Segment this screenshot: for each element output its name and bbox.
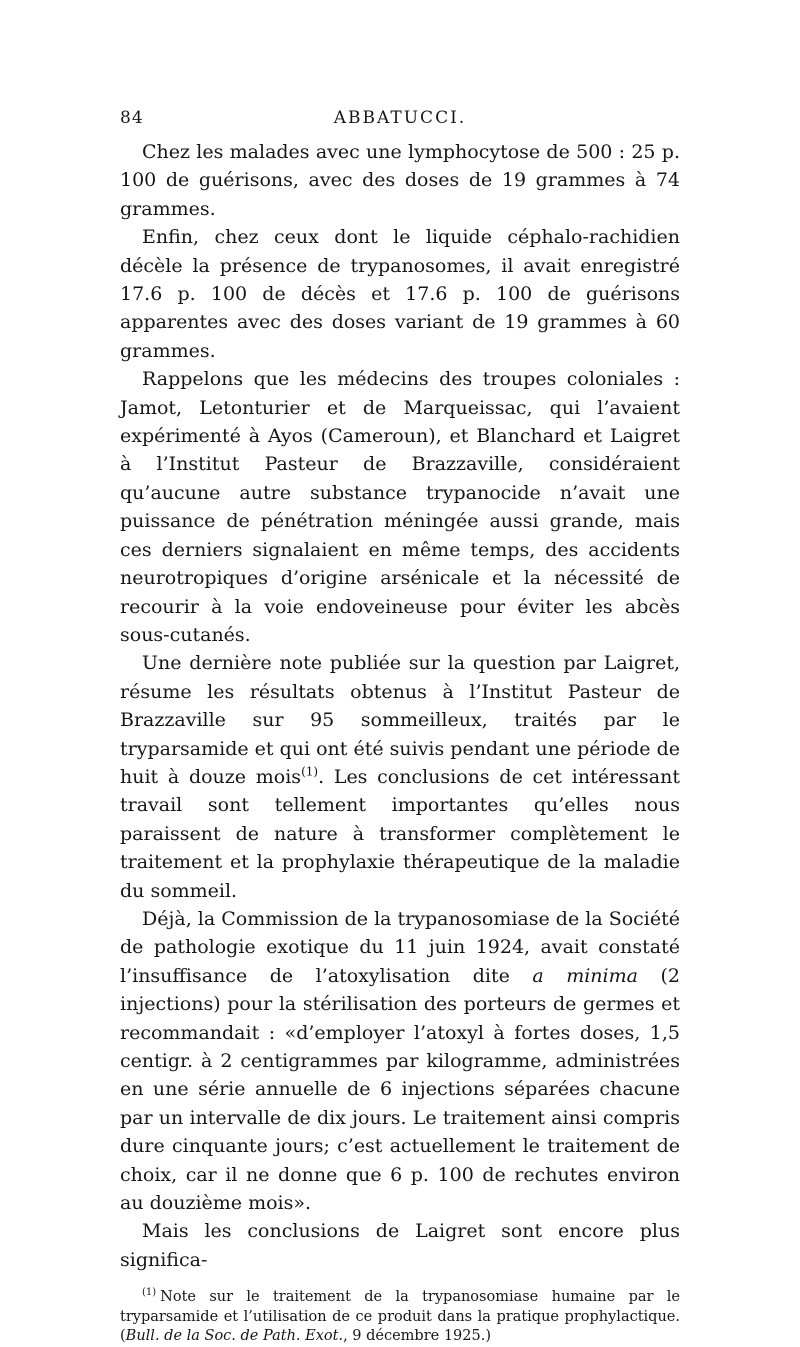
footnote-marker: (1) (142, 1287, 157, 1299)
paragraph-text: Déjà, la Commission de la trypanosomiase de la Société de pathologie exotique du 11 juin 1924, avait constaté l’insuffisance de l’atoxylisation dite (120, 907, 680, 987)
paragraph (120, 649, 680, 905)
page-number: 84 (120, 108, 144, 128)
footnote (120, 1288, 680, 1347)
page (120, 108, 680, 1347)
running-head (120, 108, 680, 138)
paragraph: Rappelons que les médecins des troupes coloniales : Jamot, Letonturier et de Marqueissac, qui l’avaient expérimenté à Ayos (Cameroun), et Blanchard et Laigret à l’Institut Pasteur de Brazzaville, considéraient qu’aucune autre substance trypanocide n’avait une puissance de pénétration méningée aussi grande, mais ces derniers signalaient en même temps, des accidents neurotropiques d’origine arsénicale et la nécessité de recourir à la voie endoveineuse pour éviter les abcès sous-cutanés. (120, 368, 680, 646)
footnotes (120, 1288, 680, 1347)
paragraph: Mais les conclusions de Laigret sont encore plus significa- (120, 1220, 680, 1271)
footnote-reference: (1) (301, 764, 319, 779)
paragraph-text: Une dernière note publiée sur la question par Laigret, résume les résultats obtenus à l’Institut Pasteur de Brazzaville sur 95 sommeilleux, traités par le tryparsamide et qui ont été suivis pendant une période de huit à douze mois (120, 652, 680, 788)
paragraph: Chez les malades avec une lymphocytose de 500 : 25 p. 100 de guérisons, avec des doses de 19 grammes à 74 grammes. (120, 141, 680, 220)
footnote-citation: Bull. de la Soc. de Path. Exot. (125, 1328, 344, 1345)
paragraph: Enfin, chez ceux dont le liquide céphalo-rachidien décèle la présence de trypanosomes, il avait enregistré 17.6 p. 100 de décès et 17.6 p. 100 de guérisons apparentes avec des doses variant de 19 grammes à 60 grammes. (120, 226, 680, 362)
italic-phrase: a minima (532, 964, 638, 987)
paragraph (120, 905, 680, 1217)
paragraph-text: . Les conclusions de cet intéressant travail sont tellement importantes qu’elles nous paraissent de nature à transformer complètement le traitement et la prophylaxie thérapeutique de la maladie du sommeil. (120, 765, 680, 902)
footnote-text: , 9 décembre 1925.) (343, 1328, 492, 1345)
footnote-text: Note sur le traitement de la trypanosomiase humaine par le tryparsamide et l’utilisation de ce produit dans la pratique prophylactique. ( (120, 1289, 680, 1345)
running-title: ABBATUCCI. (333, 108, 467, 128)
body-text (120, 138, 680, 1274)
paragraph-text: (2 injections) pour la stérilisation des porteurs de germes et recommandait : «d’employer l’atoxyl à fortes doses, 1,5 centigr. à 2 centigrammes par kilogramme, administrées en une série annuelle de 6 injections séparées chacune par un intervalle de dix jours. Le traitement ainsi compris dure cinquante jours; c’est actuellement le traitement de choix, car il ne donne que 6 p. 100 de rechutes environ au douzième mois». (120, 964, 681, 1215)
